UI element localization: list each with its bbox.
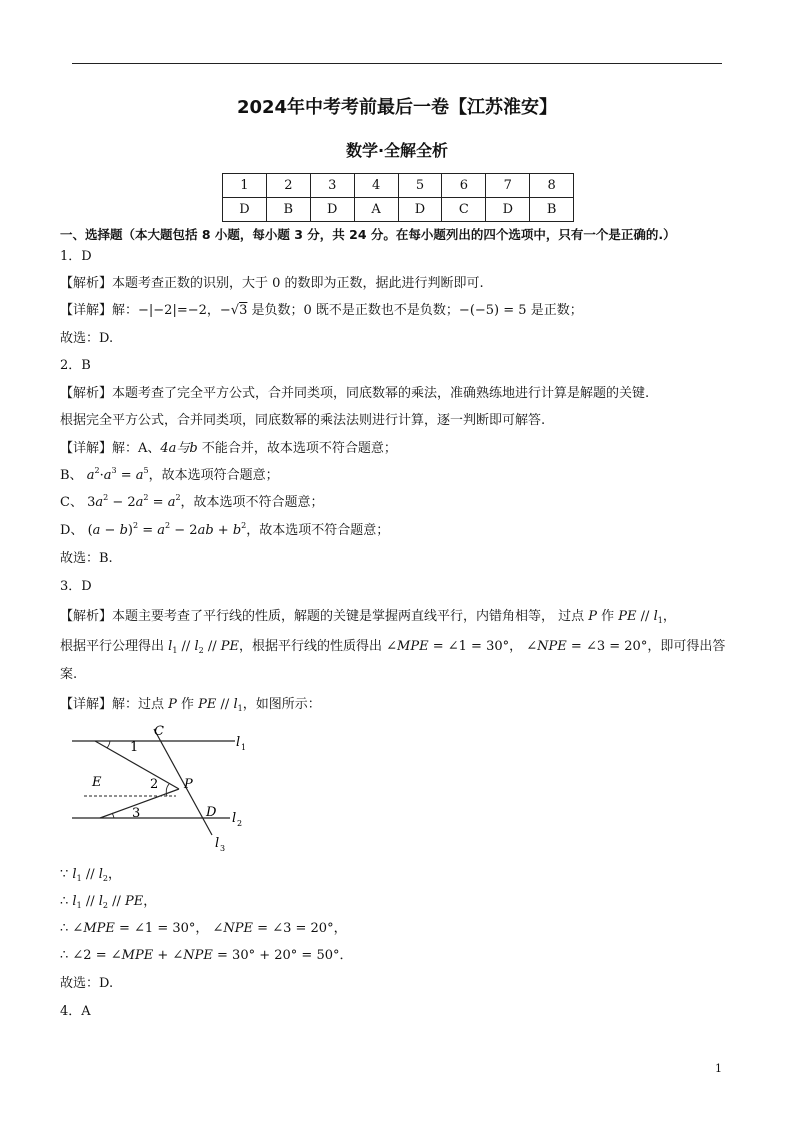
q2-detail-a-prefix: 【详解】解：A、 — [60, 441, 161, 456]
q3-step-2: ∴ $l_1 // l_2$ // PE， — [60, 894, 157, 910]
q1-detail-text-c: 是负数；0 既不是正数也不是负数； — [247, 303, 459, 318]
label-angle-2: 2 — [150, 777, 159, 792]
label-c: C — [154, 724, 164, 739]
q2-detail-b: B、 $a^2\cdot a^3 = a^5$，故本选项符合题意； — [60, 466, 279, 483]
table-cell: B — [530, 198, 574, 222]
section-heading: 一、选择题（本大题包括 8 小题，每小题 3 分，共 24 分。在每小题列出的四个选项中，只有一个是正确的.） — [60, 227, 676, 242]
table-cell: B — [266, 198, 310, 222]
q1-analysis: 【解析】本题考查正数的识别，大于 0 的数即为正数，据此进行判断即可. — [60, 276, 484, 291]
table-cell: 5 — [398, 174, 442, 198]
answer-table — [222, 173, 574, 222]
q3-detail-c: ，如图所示： — [242, 697, 321, 712]
q2-analysis-1: 【解析】本题考查了完全平方公式，合并同类项，同底数幂的乘法，准确熟练地进行计算是解题的关键. — [60, 386, 650, 401]
q1-detail-text-e: 是正数； — [526, 303, 583, 318]
header-rule — [72, 63, 722, 64]
q3-step-4: ∴ ∠2 = ∠MPE + ∠NPE = 30° + 20° = 50°． — [60, 948, 353, 963]
label-l1-sub: 1 — [241, 743, 247, 752]
angle-1-arc — [107, 741, 110, 748]
q2-conclusion: 故选：B. — [60, 551, 113, 566]
table-cell: 1 — [223, 174, 267, 198]
answer-table-answers-row — [223, 198, 574, 222]
q2-detail-a — [60, 440, 397, 458]
label-e: E — [92, 775, 102, 790]
q1-detail-radicand: 3 — [239, 303, 248, 318]
q2-detail-a-expr: 4a与b — [160, 441, 198, 456]
q3-analysis-1-a: 【解析】本题主要考查了平行线的性质，解题的关键是掌握两直线平行，内错角相等， 过点 — [60, 609, 589, 624]
q2-detail-c: C、 $3a^2 - 2a^2 = a^2$，故本选项不符合题意； — [60, 493, 324, 510]
q1-detail — [60, 302, 583, 320]
table-cell: C — [442, 198, 486, 222]
q2-detail-d-label: D、 — [60, 523, 84, 538]
table-cell: A — [354, 198, 398, 222]
label-l3: l — [215, 836, 220, 851]
label-p: P — [184, 777, 193, 792]
q3-detail-a: 【详解】解：过点 — [60, 697, 169, 712]
q3-step-1: ∵ $l_1 // l_2$， — [60, 867, 121, 883]
q3-analysis-2-c: ， — [509, 639, 523, 654]
q3-analysis-2: 根据平行公理得出 $l_1 // l_2$ // PE，根据平行线的性质得出 ∠MPE = ∠1 = 30°， ∠NPE = ∠3 = 20°，即可得出答 — [60, 639, 726, 655]
label-l1: l — [236, 735, 241, 750]
q2-number: 2．B — [60, 358, 91, 373]
table-cell: D — [310, 198, 354, 222]
q3-analysis-1-b: 作 — [597, 609, 619, 624]
therefore-symbol: ∴ — [60, 894, 69, 909]
table-cell: 4 — [354, 174, 398, 198]
q3-analysis-3: 案. — [60, 667, 78, 682]
q1-detail-expr-a: −|−2|=−2， — [138, 303, 220, 318]
q3-analysis-2-a: 根据平行公理得出 — [60, 639, 169, 654]
parallel-lines-figure — [70, 722, 260, 852]
q2-detail-d: D、 $(a - b)^2 = a^2 - 2ab + b^2$，故本选项不符合题意； — [60, 521, 390, 538]
q2-detail-a-post: 不能合并，故本选项不符合题意； — [197, 441, 397, 456]
q2-detail-b-label: B、 — [60, 468, 83, 483]
q2-detail-c-label: C、 — [60, 495, 83, 510]
q3-conclusion: 故选：D. — [60, 976, 114, 991]
table-cell: D — [486, 198, 530, 222]
table-cell: 6 — [442, 174, 486, 198]
table-cell: 7 — [486, 174, 530, 198]
label-l2: l — [232, 811, 237, 826]
q1-detail-expr-d: −(−5) = 5 — [458, 303, 527, 318]
page-subtitle: 数学·全解全析 — [345, 141, 449, 160]
q1-detail-expr-b-sign: − — [219, 303, 231, 318]
page-number: 1 — [715, 1062, 722, 1075]
table-cell: D — [223, 198, 267, 222]
table-cell: 3 — [310, 174, 354, 198]
angle-2-arc — [166, 784, 169, 796]
sqrt-symbol: √ — [230, 303, 240, 318]
q3-analysis-2-b: ，根据平行线的性质得出 — [238, 639, 387, 654]
q2-detail-d-post: ，故本选项不符合题意； — [246, 523, 390, 538]
label-l3-sub: 3 — [220, 844, 226, 852]
q3-analysis-1-c: ， — [662, 609, 676, 624]
q2-detail-b-post: ，故本选项符合题意； — [148, 468, 279, 483]
q3-number: 3．D — [60, 579, 92, 594]
table-cell: 2 — [266, 174, 310, 198]
table-cell: 8 — [530, 174, 574, 198]
q3-step-3: ∴ ∠MPE = ∠1 = 30°， ∠NPE = ∠3 = 20°， — [60, 921, 347, 936]
table-cell: D — [398, 198, 442, 222]
q3-detail-b: 作 — [176, 697, 199, 712]
q1-detail-prefix: 【详解】解： — [60, 303, 139, 318]
therefore-symbol: ∴ — [60, 948, 69, 963]
q4-number: 4．A — [60, 1004, 91, 1019]
q2-analysis-2: 根据完全平方公式，合并同类项，同底数幂的乘法法则进行计算，逐一判断即可解答. — [60, 413, 546, 428]
page-title: 2024年中考考前最后一卷【江苏淮安】 — [236, 97, 558, 118]
label-angle-3: 3 — [132, 806, 141, 821]
q3-analysis-2-d: ，即可得出答 — [647, 639, 726, 654]
q2-detail-c-post: ，故本选项不符合题意； — [180, 495, 324, 510]
label-l2-sub: 2 — [237, 819, 243, 828]
q1-number: 1．D — [60, 249, 92, 264]
q3-detail: 【详解】解：过点 P 作 PE // $l_1$，如图所示： — [60, 697, 321, 713]
answer-table-numbers-row — [223, 174, 574, 198]
label-angle-1: 1 — [130, 740, 139, 755]
because-symbol: ∵ — [60, 867, 69, 882]
therefore-symbol: ∴ — [60, 921, 69, 936]
line-l3 — [154, 729, 212, 835]
label-d: D — [206, 805, 217, 820]
q1-conclusion: 故选：D. — [60, 331, 114, 346]
q3-analysis-1: 【解析】本题主要考查了平行线的性质，解题的关键是掌握两直线平行，内错角相等， 过点 P 作 PE // $l_1$， — [60, 609, 676, 625]
